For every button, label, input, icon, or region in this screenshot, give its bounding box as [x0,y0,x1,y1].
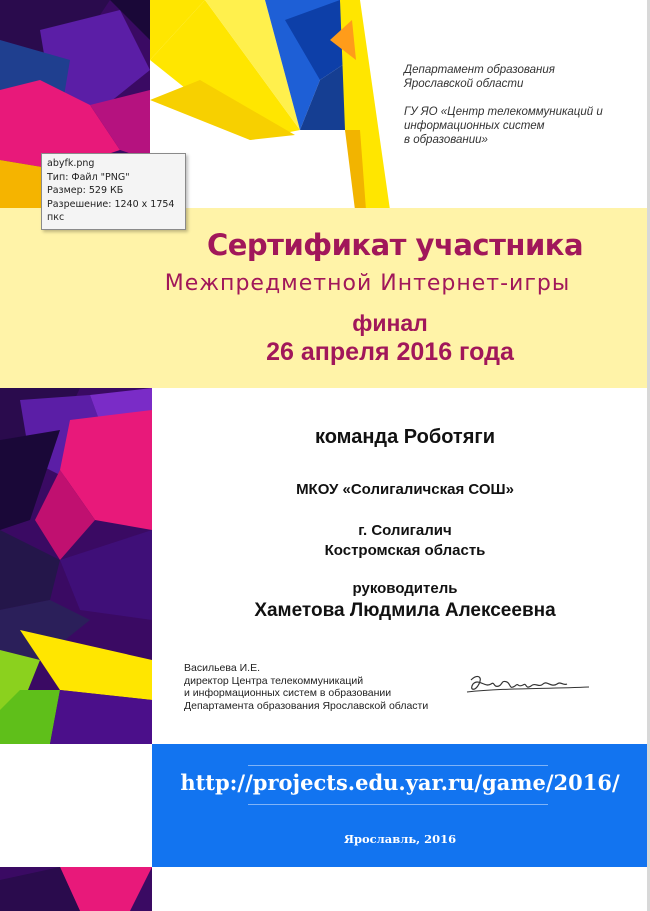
leader-name: Хаметова Людмила Алексеевна [254,600,556,621]
footer-rule-bottom [248,804,548,805]
location [160,521,650,561]
signatory-title-line3: Департамента образования Ярославской области [184,699,429,712]
team-name: команда Роботяги [314,426,496,448]
city-year: Ярославль, 2016 [343,832,457,846]
center-name-line2: информационных систем [404,120,545,132]
role-label: руководитель [352,580,458,597]
project-url: http://projects.edu.yar.ru/game/2016/ [180,770,620,795]
city-name: г. Солигалич [358,522,452,539]
footer-band [152,744,648,867]
department-header [404,63,634,147]
handwritten-signature [463,670,593,698]
tooltip-type: Тип: Файл "PNG" [47,171,130,183]
region-name: Костромская область [324,542,486,559]
center-name-line1: ГУ ЯО «Центр телекоммуникаций и [404,106,603,118]
signatory-title-line1: директор Центра телекоммуникаций [184,674,364,687]
school-name: МКОУ «Солигаличская СОШ» [296,481,514,498]
certificate-stage: финал [352,310,428,336]
tooltip-resolution: Разрешение: 1240 x 1754 [47,198,175,210]
center-name-line3: в образовании» [404,134,488,146]
certificate-title: Сертификат участника [206,228,584,262]
certificate-date: 26 апреля 2016 года [266,338,514,366]
tooltip-resolution-unit: пкс [47,212,65,223]
signatory-name: Васильева И.Е. [184,662,260,674]
tooltip-size: Размер: 529 КБ [47,185,124,196]
file-info-tooltip [41,153,186,230]
footer-rule-top [248,765,548,766]
department-name-line2: Ярославской области [404,78,524,90]
certificate-subtitle: Межпредметной Интернет-игры [164,271,571,296]
signatory-block [184,662,474,712]
tooltip-filename: abyfk.png [47,158,95,169]
department-name-line1: Департамент образования [404,64,555,76]
signatory-title-line2: и информационных систем в образовании [184,687,392,699]
